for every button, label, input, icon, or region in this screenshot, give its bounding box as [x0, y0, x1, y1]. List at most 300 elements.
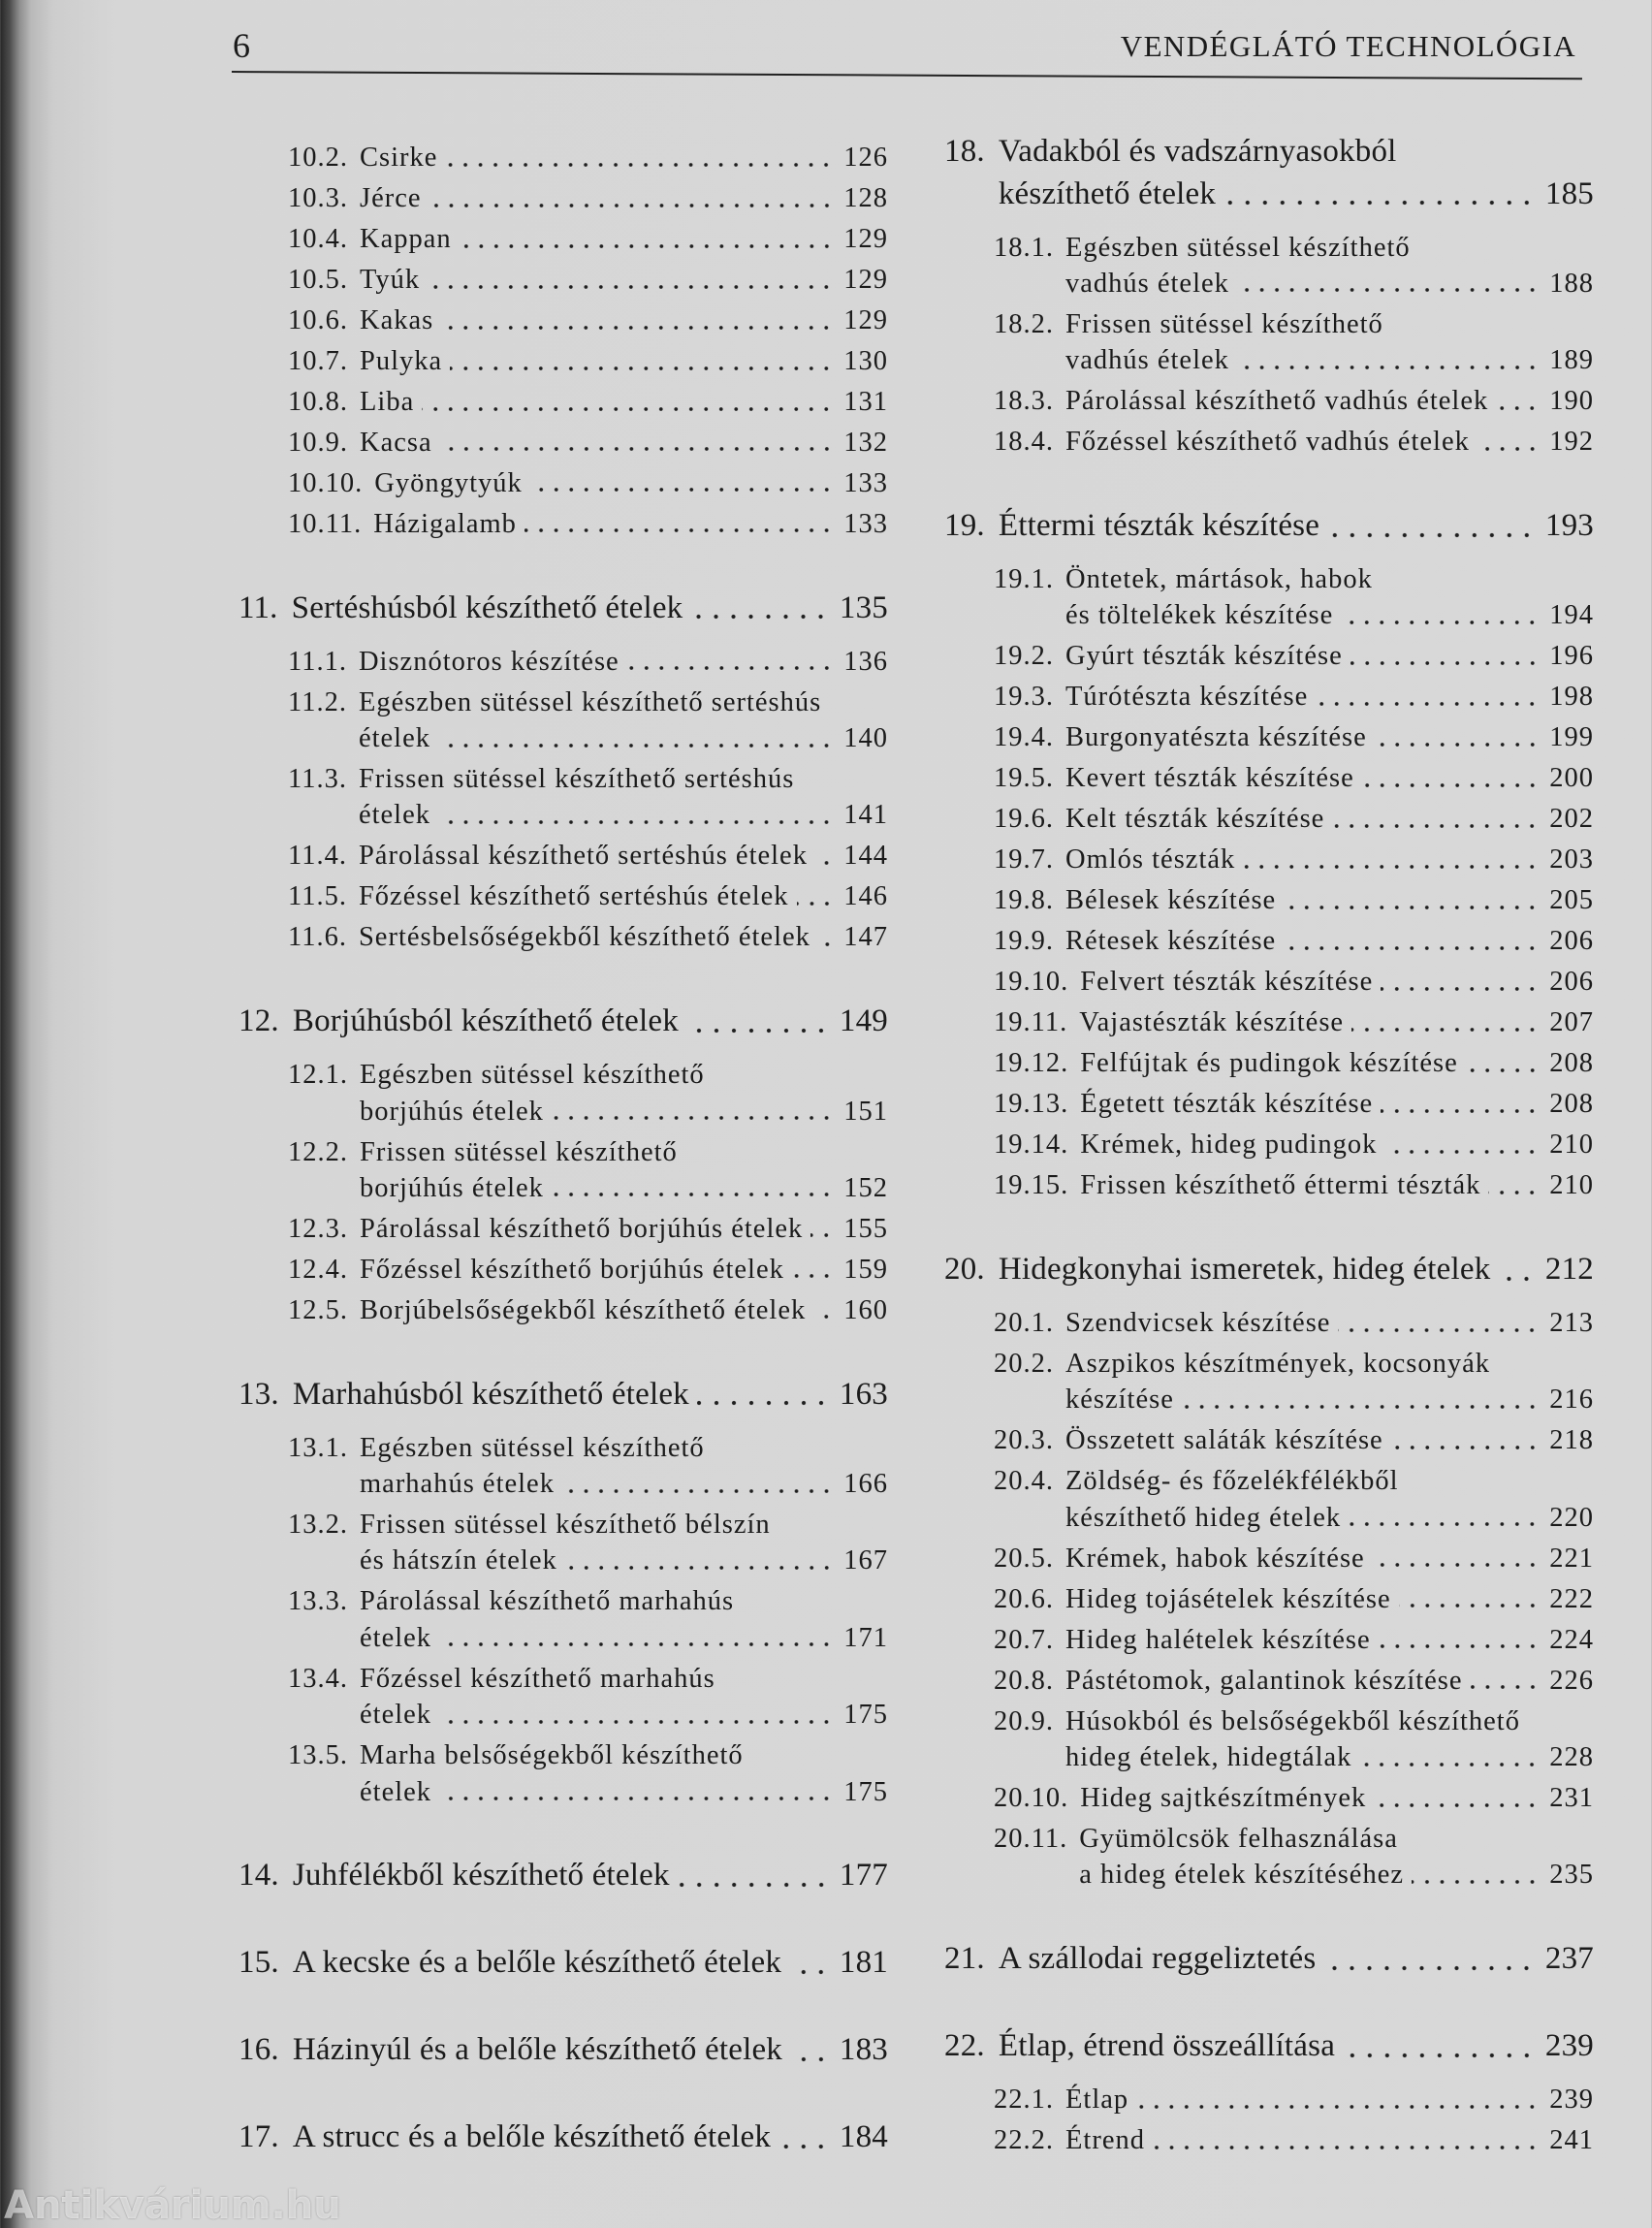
entry-number: 20.3.	[994, 1425, 1054, 1456]
page-number: 207	[1549, 1007, 1594, 1038]
entry-number: 20.1.	[994, 1307, 1054, 1338]
toc-entry	[944, 1463, 1594, 1536]
entry-body	[360, 1507, 888, 1579]
page-number: 128	[843, 182, 888, 213]
entry-number: 19.6.	[994, 804, 1054, 835]
dot-leader	[690, 588, 830, 630]
dot-leader	[524, 506, 834, 542]
entry-title: és töltelékek készítése	[1065, 600, 1334, 631]
dot-leader	[1323, 1938, 1535, 1981]
toc-entry	[944, 383, 1594, 419]
entry-line	[360, 1543, 888, 1578]
entry-title: Főzéssel készíthető borjúhús ételek	[360, 1254, 784, 1285]
toc-entry	[944, 424, 1594, 460]
entry-title: Sertésbelsőségekből készíthető ételek	[358, 922, 810, 953]
entry-title: Párolással készíthető vadhús ételek	[1065, 386, 1489, 417]
entry-number: 20.6.	[994, 1583, 1054, 1614]
entry-line	[999, 174, 1594, 216]
entry-body	[360, 1430, 888, 1503]
page-number: 205	[1549, 885, 1594, 916]
chapter-heading	[944, 505, 1594, 548]
chapter-heading	[944, 131, 1594, 215]
chapter-heading	[238, 2029, 888, 2072]
page-number: 237	[1544, 1941, 1594, 1977]
dot-leader	[697, 1374, 830, 1416]
toc-entry	[944, 1127, 1594, 1162]
entry-line	[360, 1737, 888, 1773]
page-number: 221	[1549, 1543, 1594, 1574]
entry-title: vadhús ételek	[1065, 268, 1229, 299]
entry-title: Egészben sütéssel készíthető	[360, 1432, 705, 1463]
entry-body	[999, 505, 1594, 548]
page-number: 228	[1549, 1742, 1594, 1773]
entry-title: Párolással készíthető marhahús	[360, 1586, 735, 1617]
dot-leader	[530, 465, 835, 501]
dot-leader	[627, 644, 835, 680]
page-number: 166	[843, 1469, 888, 1500]
entry-number: 11.6.	[288, 922, 347, 953]
entry-title: Frissen sütéssel készíthető bélszín	[360, 1510, 771, 1540]
entry-title: Kakas	[360, 304, 434, 335]
entry-body	[1065, 842, 1594, 877]
entry-line	[999, 2025, 1594, 2068]
dot-leader	[441, 302, 834, 338]
chapter-heading	[238, 1001, 888, 1043]
entry-number: 10.11.	[288, 508, 363, 539]
entry-line	[360, 384, 888, 420]
entry-title: Házigalamb	[373, 508, 517, 539]
entry-title: Aszpikos készítmények, kocsonyák	[1065, 1348, 1491, 1379]
entry-title: Gyümölcsök felhasználása	[1079, 1823, 1398, 1854]
entry-body	[1065, 1622, 1594, 1658]
page-number: 206	[1549, 926, 1594, 957]
entry-line	[360, 1170, 888, 1206]
page-number: 181	[839, 1945, 888, 1981]
entry-number: 20.9.	[994, 1705, 1054, 1736]
entry-line	[360, 221, 888, 257]
entry-body	[293, 1001, 888, 1043]
toc-entry	[238, 465, 888, 501]
entry-title: Rétesek készítése	[1065, 926, 1277, 957]
watermark-clip	[0, 2183, 388, 2228]
entry-number: 20.8.	[994, 1665, 1054, 1696]
page-number: 160	[843, 1294, 888, 1325]
entry-body	[360, 1737, 888, 1810]
entry-line	[360, 425, 888, 461]
dot-leader	[438, 720, 834, 756]
toc-entry	[238, 425, 888, 461]
entry-title: Vajastészták készítése	[1079, 1007, 1345, 1038]
dot-leader	[1284, 923, 1540, 959]
toc-entry	[944, 679, 1594, 715]
toc-entry	[944, 1045, 1594, 1081]
entry-body	[1065, 638, 1594, 674]
chapter-number: 21.	[944, 1941, 985, 1977]
entry-number: 11.3.	[288, 764, 347, 794]
entry-body	[360, 425, 888, 461]
entry-title: ételek	[358, 800, 430, 831]
page-number: 185	[1544, 175, 1594, 211]
entry-line	[1065, 1622, 1594, 1658]
entry-number: 11.5.	[288, 881, 347, 912]
page-number: 133	[843, 467, 888, 498]
page-number: 193	[1544, 508, 1594, 544]
entry-title: Kacsa	[360, 427, 432, 458]
dot-leader	[790, 2029, 830, 2072]
chapter-title: Sertéshúsból készíthető ételek	[291, 589, 683, 625]
toc-entry	[238, 302, 888, 338]
page-number: 147	[843, 922, 888, 953]
entry-title: Égetett tészták készítése	[1080, 1089, 1374, 1120]
toc-entry	[944, 1581, 1594, 1617]
chapter-number: 22.	[944, 2028, 985, 2064]
entry-line	[360, 1661, 888, 1697]
entry-body	[1065, 230, 1594, 302]
page-number-header: 6	[233, 26, 250, 65]
entry-body	[360, 1057, 888, 1130]
entry-title: Krémek, hideg pudingok	[1080, 1130, 1378, 1161]
entry-line	[1065, 266, 1594, 302]
chapter-title: A kecske és a belőle készíthető ételek	[292, 1945, 782, 1981]
chapter-number: 17.	[238, 2118, 279, 2154]
dot-leader	[1362, 760, 1540, 796]
page-number: 235	[1549, 1860, 1594, 1891]
dot-leader	[1327, 505, 1536, 548]
entry-title: Krémek, habok készítése	[1065, 1543, 1365, 1574]
toc-entry	[238, 506, 888, 542]
entry-line	[374, 465, 888, 501]
entry-line	[1065, 1703, 1594, 1739]
entry-body	[1065, 1305, 1594, 1341]
entry-body	[293, 1855, 888, 1897]
entry-title: Kelt tészták készítése	[1065, 804, 1325, 835]
entry-body	[1065, 1422, 1594, 1458]
page-number: 200	[1549, 763, 1594, 794]
chapter-heading	[238, 2117, 888, 2159]
entry-body	[360, 262, 888, 298]
entry-line	[360, 1134, 888, 1170]
dot-leader	[1375, 719, 1540, 755]
entry-line	[1065, 638, 1594, 674]
chapter-title: Juhfélékből készíthető ételek	[292, 1858, 670, 1894]
dot-leader	[1496, 383, 1540, 419]
entry-title: Disznótoros készítése	[358, 646, 620, 677]
page-number: 171	[843, 1622, 888, 1653]
entry-number: 22.2.	[994, 2125, 1054, 2156]
entry-line	[360, 1466, 888, 1502]
entry-line	[360, 1211, 888, 1247]
entry-number: 19.11.	[994, 1007, 1068, 1038]
page-number: 130	[843, 345, 888, 376]
entry-title: Egészben sütéssel készíthető	[360, 1060, 705, 1091]
dot-leader	[1379, 1622, 1541, 1658]
page-number: 129	[843, 223, 888, 254]
page-number: 175	[843, 1700, 888, 1731]
toc-entry	[944, 842, 1594, 877]
entry-body	[1065, 424, 1594, 460]
entry-title: vadhús ételek	[1065, 345, 1229, 376]
chapter-heading	[944, 2025, 1594, 2068]
entry-body	[1080, 1127, 1594, 1162]
entry-title: Kevert tészták készítése	[1065, 763, 1354, 794]
entry-line	[359, 684, 888, 720]
entry-body	[359, 838, 888, 874]
entry-number: 18.3.	[994, 386, 1054, 417]
entry-number: 20.5.	[994, 1543, 1054, 1574]
dot-leader	[678, 1855, 830, 1897]
chapter-title: Étlap, étrend összeállítása	[998, 2028, 1336, 2064]
dot-leader	[439, 1620, 834, 1656]
page-number: 175	[843, 1776, 888, 1807]
entry-number: 12.4.	[288, 1254, 348, 1285]
entry-body	[360, 1583, 888, 1656]
entry-title: Liba	[360, 386, 415, 417]
entry-number: 19.7.	[994, 844, 1054, 875]
entry-number: 19.9.	[994, 926, 1054, 957]
entry-title: Felfújtak és pudingok készítése	[1080, 1048, 1458, 1079]
toc-entry	[944, 1821, 1594, 1894]
entry-number: 10.6.	[288, 304, 348, 335]
entry-line	[293, 1855, 888, 1897]
entry-number: 19.4.	[994, 722, 1054, 753]
entry-line	[293, 1942, 888, 1985]
entry-line	[359, 919, 888, 955]
entry-title: Főzéssel készíthető vadhús ételek	[1065, 427, 1470, 458]
entry-number: 12.5.	[288, 1294, 348, 1325]
entry-number: 13.3.	[288, 1586, 348, 1617]
entry-title: és hátszín ételek	[360, 1545, 557, 1576]
page-number: 216	[1549, 1385, 1594, 1416]
chapter-title: Házinyúl és a belőle készíthető ételek	[292, 2032, 783, 2068]
entry-body	[1065, 719, 1594, 755]
entry-line	[360, 180, 888, 216]
dot-leader	[1399, 1581, 1541, 1617]
chapter-title: Marhahúsból készíthető ételek	[292, 1376, 689, 1412]
dot-leader	[1237, 266, 1540, 302]
page-number: 149	[839, 1003, 888, 1039]
entry-number: 12.3.	[288, 1213, 348, 1244]
page-number: 189	[1549, 345, 1594, 376]
dot-leader	[1316, 679, 1540, 715]
toc-entry	[944, 964, 1594, 1000]
dot-leader	[686, 1001, 830, 1043]
dot-leader	[1471, 1663, 1541, 1699]
dot-leader	[429, 180, 835, 216]
entry-title: ételek	[360, 1776, 432, 1807]
entry-body	[999, 131, 1594, 215]
dot-leader	[1243, 842, 1540, 877]
entry-number: 18.4.	[994, 427, 1054, 458]
entry-title: marhahús ételek	[360, 1469, 555, 1500]
entry-title: Párolással készíthető borjúhús ételek	[360, 1213, 804, 1244]
entry-body	[1080, 964, 1594, 1000]
entry-number: 19.14.	[994, 1130, 1069, 1161]
entry-body	[999, 2025, 1594, 2068]
page-number: 144	[843, 841, 888, 872]
entry-line	[1079, 1004, 1594, 1040]
entry-line	[1065, 561, 1594, 597]
entry-number: 10.10.	[288, 467, 364, 498]
entry-line	[360, 1252, 888, 1288]
entry-body	[1065, 306, 1594, 379]
entry-line	[1080, 1086, 1594, 1122]
page-number: 208	[1549, 1048, 1594, 1079]
entry-body	[1065, 1663, 1594, 1699]
entry-number: 13.4.	[288, 1663, 348, 1694]
entry-line	[1079, 1857, 1594, 1893]
toc-entry	[238, 180, 888, 216]
entry-number: 19.15.	[994, 1170, 1069, 1201]
chapter-heading	[238, 588, 888, 630]
entry-title: Egészben sütéssel készíthető	[1065, 232, 1411, 263]
dot-leader	[1332, 801, 1540, 837]
entry-line	[1065, 383, 1594, 419]
entry-line	[1065, 230, 1594, 266]
dot-leader	[428, 262, 834, 298]
chapter-number: 12.	[238, 1003, 279, 1039]
entry-line	[1065, 801, 1594, 837]
running-title: VENDÉGLÁTÓ TECHNOLÓGIA	[1120, 29, 1576, 63]
entry-body	[359, 684, 888, 757]
chapter-number: 18.	[944, 134, 985, 169]
entry-number: 19.5.	[994, 763, 1054, 794]
entry-title: Csirke	[360, 143, 438, 173]
entry-body	[360, 302, 888, 338]
chapter-number: 19.	[944, 508, 985, 544]
entry-title: hideg ételek, hidegtálak	[1065, 1742, 1352, 1773]
toc-entry	[238, 838, 888, 874]
entry-title: Tyúk	[360, 264, 421, 295]
entry-line	[1065, 424, 1594, 460]
toc-entry	[238, 1211, 888, 1247]
entry-title: Főzéssel készíthető marhahús	[360, 1663, 715, 1694]
dot-leader	[565, 1543, 834, 1578]
toc-entry	[944, 760, 1594, 796]
entry-number: 19.1.	[994, 564, 1054, 595]
entry-body	[1065, 1581, 1594, 1617]
dot-leader	[1381, 1086, 1540, 1122]
entry-line	[999, 505, 1594, 548]
dot-leader	[1373, 1541, 1541, 1576]
entry-title: Frissen sütéssel készíthető	[1065, 308, 1383, 339]
toc-entry	[238, 343, 888, 379]
entry-body	[359, 919, 888, 955]
dot-leader	[438, 797, 834, 833]
page-number: 206	[1549, 967, 1594, 998]
toc-entry	[944, 1622, 1594, 1658]
entry-number: 19.12.	[994, 1048, 1069, 1079]
entry-body	[1080, 1167, 1594, 1203]
dot-leader	[450, 343, 834, 379]
chapter-heading	[944, 1938, 1594, 1981]
entry-body	[1079, 1821, 1594, 1894]
entry-line	[1065, 1541, 1594, 1576]
entry-line	[360, 1430, 888, 1466]
entry-line	[1065, 1346, 1594, 1382]
page-number: 132	[843, 427, 888, 458]
entry-number: 18.2.	[994, 308, 1054, 339]
chapter-number: 16.	[238, 2032, 279, 2068]
dot-leader	[1237, 342, 1540, 378]
entry-number: 13.5.	[288, 1740, 348, 1771]
entry-body	[1065, 1703, 1594, 1776]
entry-body	[293, 1374, 888, 1416]
toc-entry	[238, 1661, 888, 1734]
entry-line	[1065, 719, 1594, 755]
toc-entry	[238, 384, 888, 420]
entry-number: 13.1.	[288, 1432, 348, 1463]
chapter-title: készíthető ételek	[998, 175, 1217, 211]
entry-line	[999, 131, 1594, 174]
dot-leader	[1351, 1004, 1540, 1040]
page-number: 140	[843, 723, 888, 754]
entry-line	[1065, 1500, 1594, 1536]
entry-title: Étlap	[1065, 2085, 1129, 2116]
page-number: 213	[1549, 1307, 1594, 1338]
entry-line	[359, 797, 888, 833]
entry-number: 11.4.	[288, 841, 347, 872]
entry-number: 20.11.	[994, 1823, 1068, 1854]
toc-entry	[944, 306, 1594, 379]
dot-leader	[1374, 1780, 1540, 1816]
entry-number: 11.1.	[288, 646, 347, 677]
entry-line	[293, 1001, 888, 1043]
toc-entry	[238, 140, 888, 175]
entry-number: 19.2.	[994, 641, 1054, 672]
chapter-number: 13.	[238, 1376, 279, 1412]
toc-entry	[238, 878, 888, 914]
entry-number: 11.2.	[288, 686, 347, 717]
entry-line	[360, 302, 888, 338]
entry-line	[1065, 597, 1594, 633]
dot-leader	[1412, 1857, 1540, 1893]
entry-title: Frissen sütéssel készíthető	[360, 1136, 678, 1167]
toc-left-column	[238, 140, 888, 2173]
entry-line	[293, 1374, 888, 1416]
entry-line	[359, 838, 888, 874]
entry-title: készíthető hideg ételek	[1065, 1502, 1342, 1533]
entry-body	[360, 221, 888, 257]
page-number: 220	[1549, 1502, 1594, 1533]
toc-entry	[238, 761, 888, 834]
entry-line	[1065, 1581, 1594, 1617]
page-number: 135	[839, 589, 888, 625]
page-number: 183	[839, 2032, 888, 2068]
dot-leader	[1488, 1167, 1540, 1203]
entry-body	[1065, 801, 1594, 837]
entry-body	[1065, 923, 1594, 959]
entry-number: 20.2.	[994, 1348, 1054, 1379]
page-number: 163	[839, 1376, 888, 1412]
toc-entry	[944, 923, 1594, 959]
entry-number: 19.8.	[994, 885, 1054, 916]
page-number: 184	[839, 2118, 888, 2154]
entry-number: 18.1.	[994, 232, 1054, 263]
entry-title: Összetett saláták készítése	[1065, 1425, 1383, 1456]
entry-title: Kappan	[360, 223, 452, 254]
entry-title: Pulyka	[360, 345, 443, 376]
dot-leader	[1359, 1739, 1540, 1775]
entry-number: 10.2.	[288, 143, 348, 173]
entry-title: ételek	[358, 723, 430, 754]
entry-number: 10.3.	[288, 182, 348, 213]
dot-leader	[1477, 424, 1540, 460]
entry-line	[360, 1583, 888, 1619]
page-number: 177	[839, 1858, 888, 1894]
entry-body	[1065, 2122, 1594, 2158]
toc-entry	[944, 1167, 1594, 1203]
page-number: 231	[1549, 1783, 1594, 1813]
